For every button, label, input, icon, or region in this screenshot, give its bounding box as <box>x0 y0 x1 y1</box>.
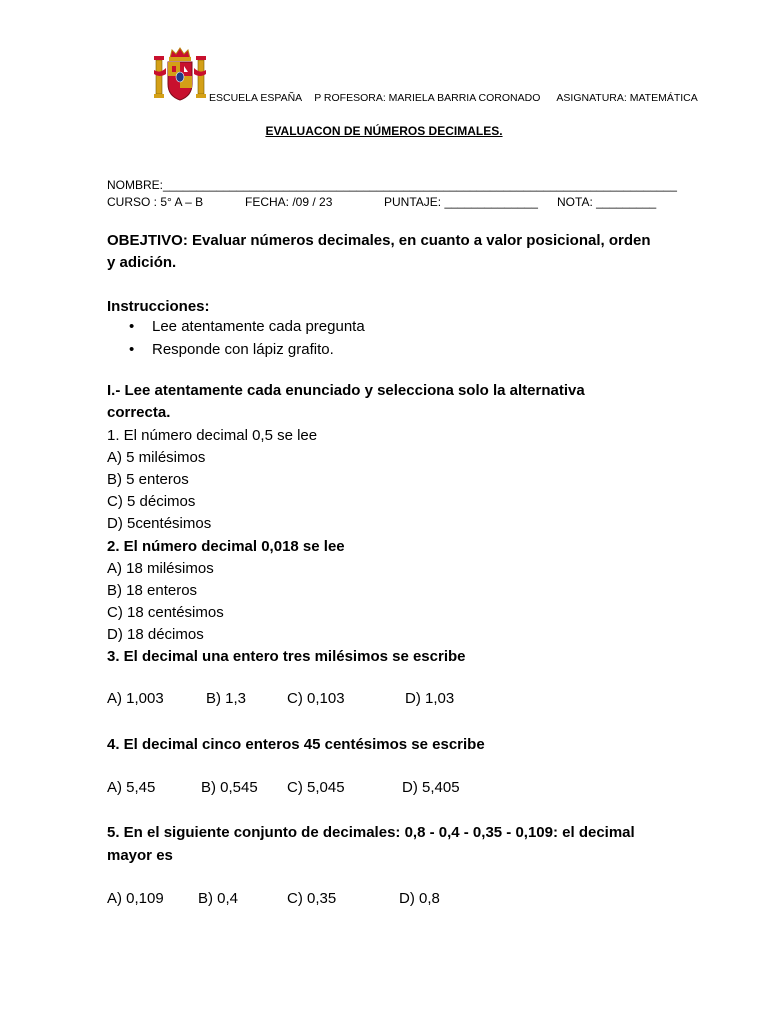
question-5-option-c: C) 0,35 <box>287 890 337 907</box>
question-5-text-line-1: 5. En el siguiente conjunto de decimales: 0,8 - 0,4 - 0,35 - 0,109: el decimal <box>107 824 635 841</box>
teacher-name: P ROFESORA: MARIELA BARRIA CORONADO <box>314 92 541 104</box>
question-4-option-c: C) 5,045 <box>287 779 345 796</box>
question-2-option-a: A) 18 milésimos <box>107 560 214 577</box>
question-3-option-a: A) 1,003 <box>107 690 164 707</box>
instructions-heading: Instrucciones: <box>107 298 210 315</box>
school-name: ESCUELA ESPAÑA <box>209 92 303 104</box>
objective-line-1: OBEJTIVO: Evaluar números decimales, en cuanto a valor posicional, orden <box>107 232 651 249</box>
question-4-option-b: B) 0,545 <box>201 779 258 796</box>
question-1-option-a: A) 5 milésimos <box>107 449 206 466</box>
section-heading-line-2: correcta. <box>107 404 171 421</box>
bullet-icon: • <box>129 341 135 358</box>
course-info-row <box>107 195 667 211</box>
question-5-option-d: D) 0,8 <box>399 890 440 907</box>
question-1-option-d: D) 5centésimos <box>107 515 212 532</box>
exam-title: EVALUACON DE NÚMEROS DECIMALES. <box>265 124 503 138</box>
question-3-option-d: D) 1,03 <box>405 690 455 707</box>
question-4-text: 4. El decimal cinco enteros 45 centésimos se escribe <box>107 736 485 753</box>
score-field: PUNTAJE: ______________ <box>384 195 538 209</box>
name-field: NOMBRE:_____________________________________________________________________________ <box>107 178 677 192</box>
objective-line-2: y adición. <box>107 254 177 271</box>
instruction-text: Responde con lápiz grafito. <box>152 341 334 358</box>
question-4-option-d: D) 5,405 <box>402 779 460 796</box>
question-2-text: 2. El número decimal 0,018 se lee <box>107 538 345 555</box>
question-5-text-line-2: mayor es <box>107 847 173 864</box>
question-2-option-d: D) 18 décimos <box>107 626 204 643</box>
course-label: CURSO : 5° A – B <box>107 195 204 209</box>
bullet-icon: • <box>129 318 135 335</box>
section-heading-line-1: I.- Lee atentamente cada enunciado y selecciona solo la alternativa <box>107 382 585 399</box>
school-header <box>209 92 698 104</box>
question-1-option-b: B) 5 enteros <box>107 471 189 488</box>
instruction-text: Lee atentamente cada pregunta <box>152 318 365 335</box>
question-2-option-c: C) 18 centésimos <box>107 604 224 621</box>
question-3-text: 3. El decimal una entero tres milésimos se escribe <box>107 648 466 665</box>
question-4-option-a: A) 5,45 <box>107 779 156 796</box>
question-1-text: 1. El número decimal 0,5 se lee <box>107 427 318 444</box>
subject-name: ASIGNATURA: MATEMÁTICA <box>556 92 698 104</box>
date-field: FECHA: /09 / 23 <box>245 195 333 209</box>
spain-coat-of-arms-icon <box>150 44 210 104</box>
question-3-option-b: B) 1,3 <box>206 690 247 707</box>
grade-field: NOTA: _________ <box>557 195 657 209</box>
question-3-option-c: C) 0,103 <box>287 690 345 707</box>
question-5-option-b: B) 0,4 <box>198 890 239 907</box>
question-2-option-b: B) 18 enteros <box>107 582 198 599</box>
question-5-option-a: A) 0,109 <box>107 890 164 907</box>
question-1-option-c: C) 5 décimos <box>107 493 196 510</box>
